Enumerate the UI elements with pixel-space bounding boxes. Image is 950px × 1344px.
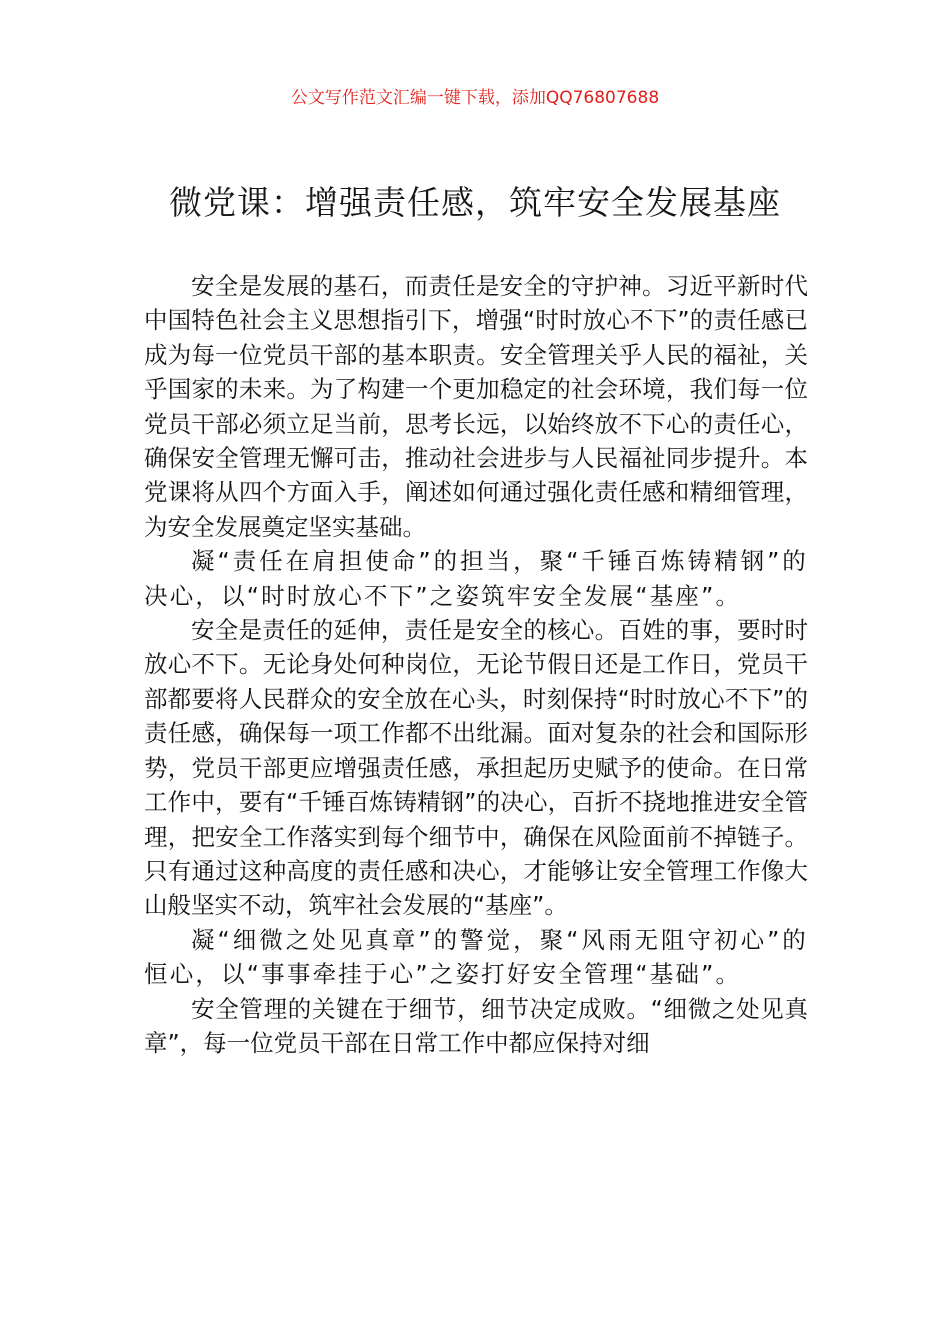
download-banner: 公文写作范文汇编一键下载，添加QQ76807688 bbox=[290, 88, 660, 108]
paragraph-intro: 安全是发展的基石，而责任是安全的守护神。习近平新时代中国特色社会主义思想指引下，增强“时时放心不下”的责任感已成为每一位党员干部的基本职责。安全管理关乎人民的福祉，关乎国家的未来。为了构建一个更加稳定的社会环境，我们每一位党员干部必须立足当前，思考长远，以始终放不下心的责任心，确保安全管理无懈可击，推动社会进步与人民福祉同步提升。本党课将从四个方面入手，阐述如何通过强化责任感和精细管理，为安全发展奠定坚实基础。 bbox=[144, 272, 808, 541]
paragraph-section-heading-2: 凝“细微之处见真章”的警觉，聚“风雨无阻守初心”的恒心，以“事事牵挂于心”之姿打好安全管理“基础”。 bbox=[144, 925, 808, 989]
paragraph-section-2: 安全管理的关键在于细节，细节决定成败。“细微之处见真章”，每一位党员干部在日常工作中都应保持对细 bbox=[144, 994, 808, 1057]
paragraph-section-1: 安全是责任的延伸，责任是安全的核心。百姓的事，要时时放心不下。无论身处何种岗位，无论节假日还是工作日，党员干部都要将人民群众的安全放在心头，时刻保持“时时放心不下”的责任感，确保每一项工作都不出纰漏。面对复杂的社会和国际形势，党员干部更应增强责任感，承担起历史赋予的使命。在日常工作中，要有“千锤百炼铸精钢”的决心，百折不挠地推进安全管理，把安全工作落实到每个细节中，确保在风险面前不掉链子。只有通过这种高度的责任感和决心，才能够让安全管理工作像大山般坚实不动，筑牢社会发展的“基座”。 bbox=[144, 616, 808, 920]
document-body bbox=[144, 269, 808, 1060]
document-title: 微党课：增强责任感，筑牢安全发展基座 bbox=[169, 183, 781, 222]
paragraph-section-heading-1: 凝“责任在肩担使命”的担当，聚“千锤百炼铸精钢”的决心，以“时时放心不下”之姿筑牢安全发展“基座”。 bbox=[144, 547, 808, 610]
